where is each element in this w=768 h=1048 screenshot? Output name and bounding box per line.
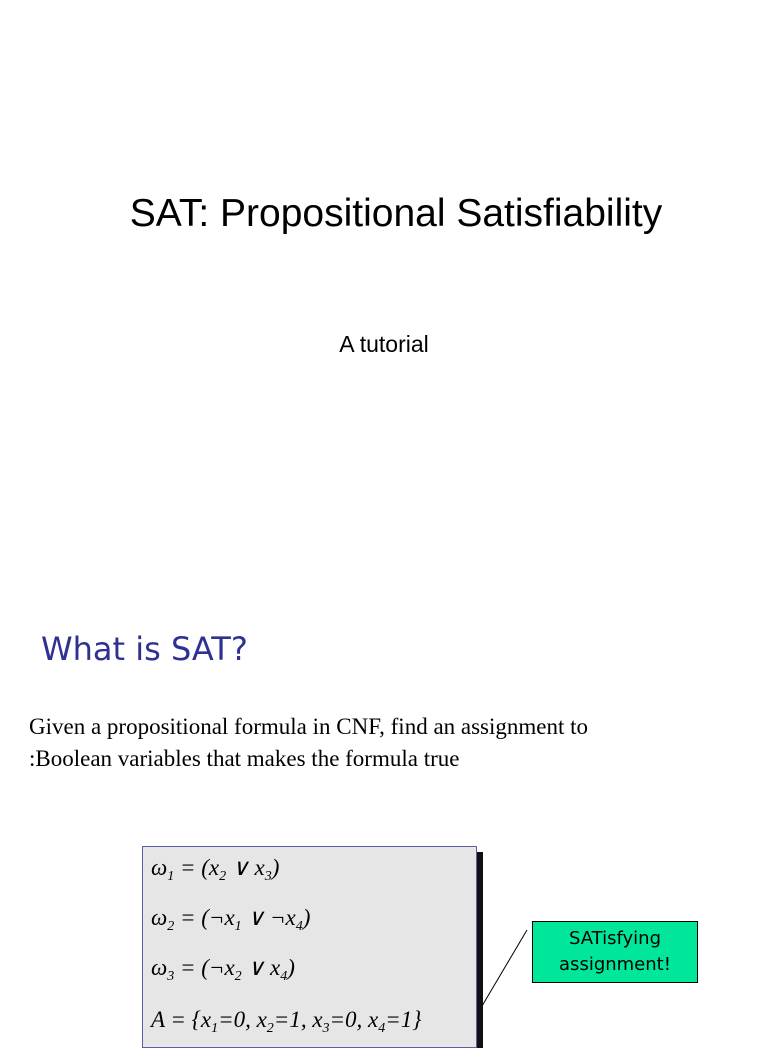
description-line-2: :Boolean variables that makes the formula true	[29, 746, 460, 771]
assignment-formula: $A = \{x_1=0$, $x_2=1$, $x_3=0$, $x_4=1$}	[151, 1007, 422, 1036]
callout-satisfying-assignment	[532, 921, 698, 983]
description-text	[29, 711, 729, 775]
callout-line-1: SATisfying	[568, 928, 661, 949]
callout-line-2: assignment!	[559, 954, 671, 975]
clause-omega-2: $\omega_2$ = ($\neg x_1$ ∨ $\neg x_4$)	[151, 905, 311, 934]
clause-omega-3: $\omega_3$ = ($\neg x_2$ ∨ $x_4$)	[151, 955, 295, 984]
slide-heading: What is SAT?	[41, 630, 248, 668]
slide-subtitle: A tutorial	[339, 331, 429, 357]
description-line-1: Given a propositional formula in CNF, find an assignment to	[29, 714, 589, 739]
slide-what-is-sat	[0, 580, 768, 1036]
formula-box	[142, 846, 477, 1048]
slide-title-heading: SAT: Propositional Satisfiability	[129, 192, 663, 235]
clause-omega-1: $\omega_1 = (x_2$ ∨ $x_3$)	[151, 855, 280, 884]
